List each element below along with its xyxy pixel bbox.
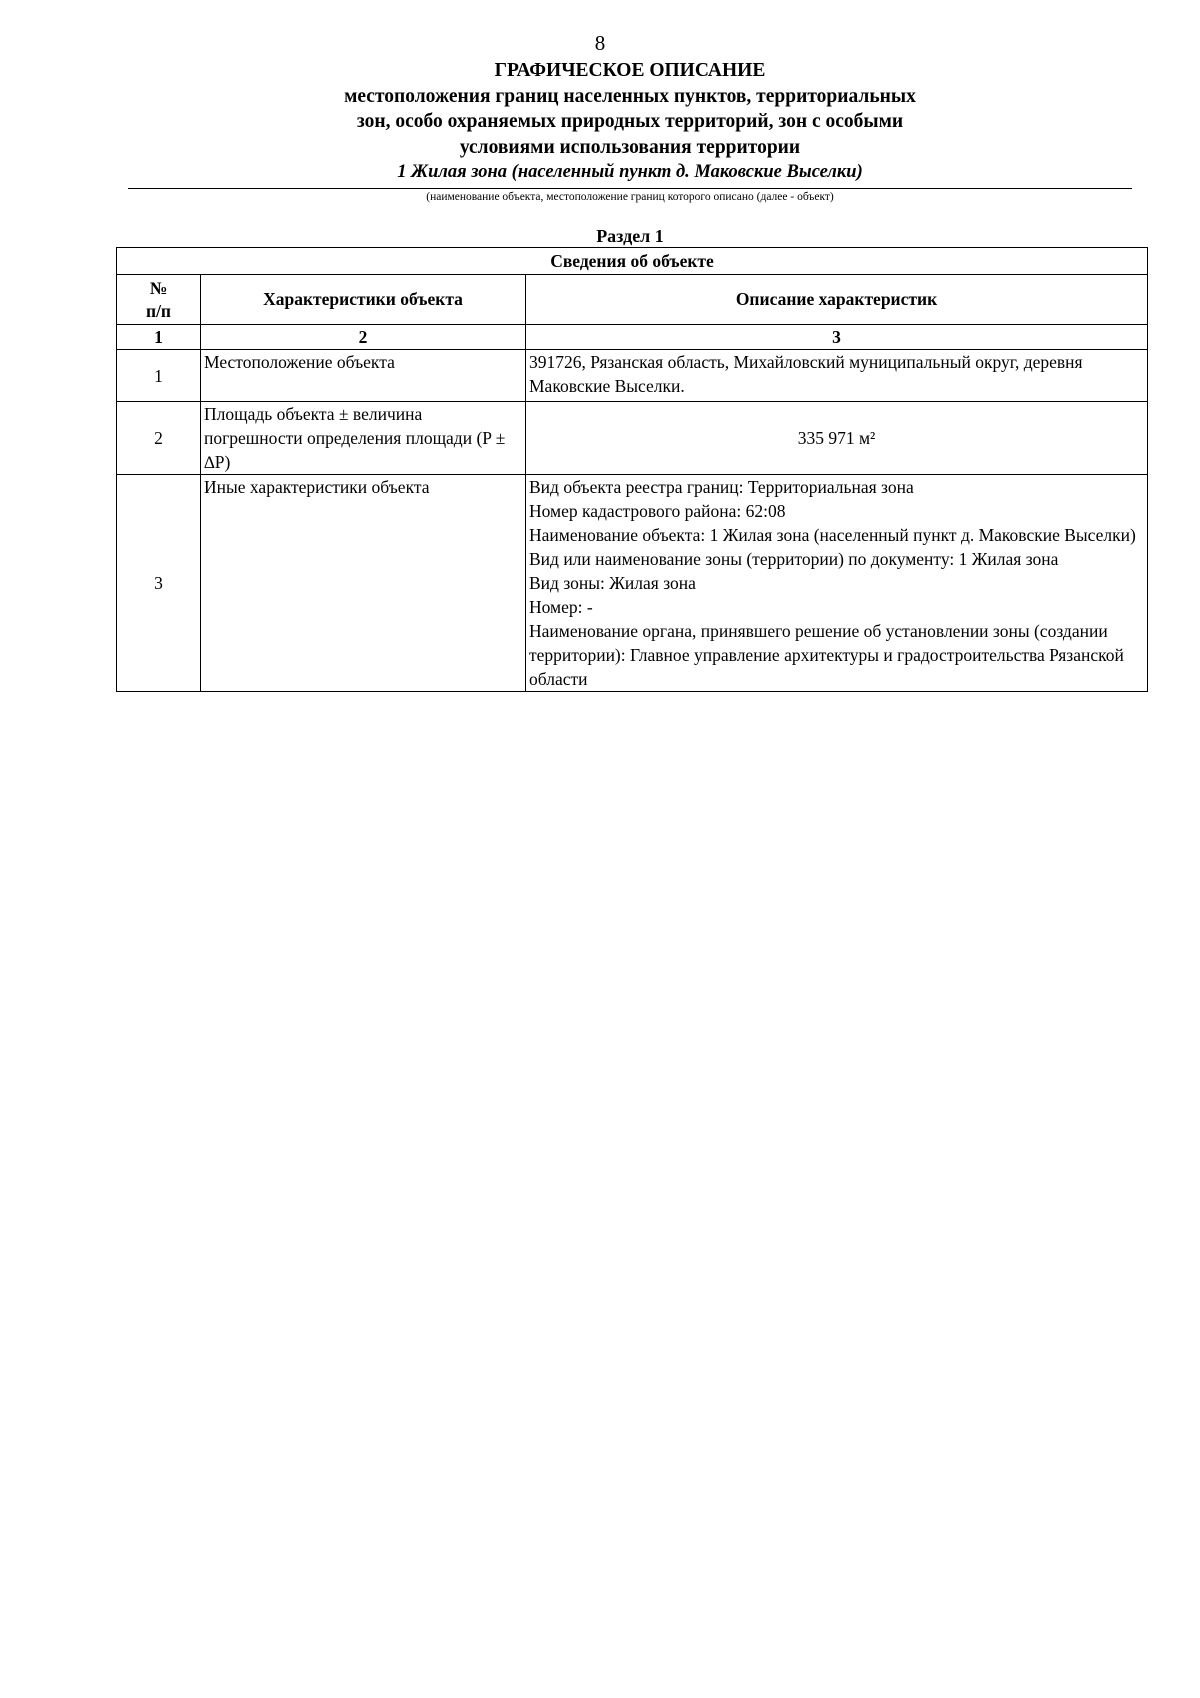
row-characteristic: Иные характеристики объекта: [201, 475, 526, 692]
page-number: 8: [594, 31, 606, 55]
row-description: 391726, Рязанская область, Михайловский муниципальный округ, деревня Маковские Выселки.: [526, 350, 1148, 402]
description-line: Номер кадастрового района: 62:08: [529, 501, 786, 521]
row-description: [526, 475, 1148, 692]
title-line-3: зон, особо охраняемых природных территорий, зон с особыми: [356, 111, 904, 132]
description-line: Вид зоны: Жилая зона: [529, 573, 696, 593]
row-index: 1: [117, 350, 201, 402]
table-row: [117, 402, 1148, 475]
row-characteristic: Местоположение объекта: [201, 350, 526, 402]
table-row: [117, 350, 1148, 402]
description-line: Наименование объекта: 1 Жилая зона (населенный пункт д. Маковские Выселки): [529, 525, 1136, 545]
header-number: [117, 275, 201, 325]
header-characteristics: Характеристики объекта: [201, 275, 526, 325]
column-number: 3: [526, 325, 1148, 350]
description-line: Вид или наименование зоны (территории) по документу: 1 Жилая зона: [529, 549, 1059, 569]
row-characteristic: Площадь объекта ± величина погрешности определения площади (P ± ∆P): [201, 402, 526, 475]
object-info-table: [116, 247, 1148, 692]
title-line-2: местоположения границ населенных пунктов, территориальных: [344, 85, 916, 107]
description-line: Наименование органа, принявшего решение об установлении зоны (создании территории): Главное управление архитектуры и градостроительства Рязанской области: [529, 621, 1124, 689]
description-line: Вид объекта реестра границ: Территориальная зона: [529, 477, 914, 497]
row-index: 3: [117, 475, 201, 692]
table-header-row: [117, 275, 1148, 325]
title-line-4: условиями использования территории: [459, 136, 801, 158]
header-number-line-2: п/п: [145, 300, 172, 321]
section-title: Раздел 1: [596, 226, 664, 246]
table-row: [117, 475, 1148, 692]
row-description: 335 971 м²: [526, 402, 1148, 475]
object-caption: (наименование объекта, местоположение границ которого описано (далее - объект): [426, 191, 834, 203]
title-line-1: ГРАФИЧЕСКОЕ ОПИСАНИЕ: [494, 60, 766, 81]
row-index: 2: [117, 402, 201, 475]
object-name-underline: [128, 188, 1132, 189]
header-description: Описание характеристик: [526, 275, 1148, 325]
object-name: 1 Жилая зона (населенный пункт д. Маковские Выселки): [397, 162, 863, 182]
table-caption: Сведения об объекте: [117, 248, 1148, 275]
column-numbers-row: [117, 325, 1148, 350]
header-number-line-1: №: [149, 277, 168, 298]
table-caption-row: [117, 248, 1148, 275]
column-number: 1: [117, 325, 201, 350]
document-title: [128, 58, 1132, 160]
column-number: 2: [201, 325, 526, 350]
description-line: Номер: -: [529, 597, 593, 617]
